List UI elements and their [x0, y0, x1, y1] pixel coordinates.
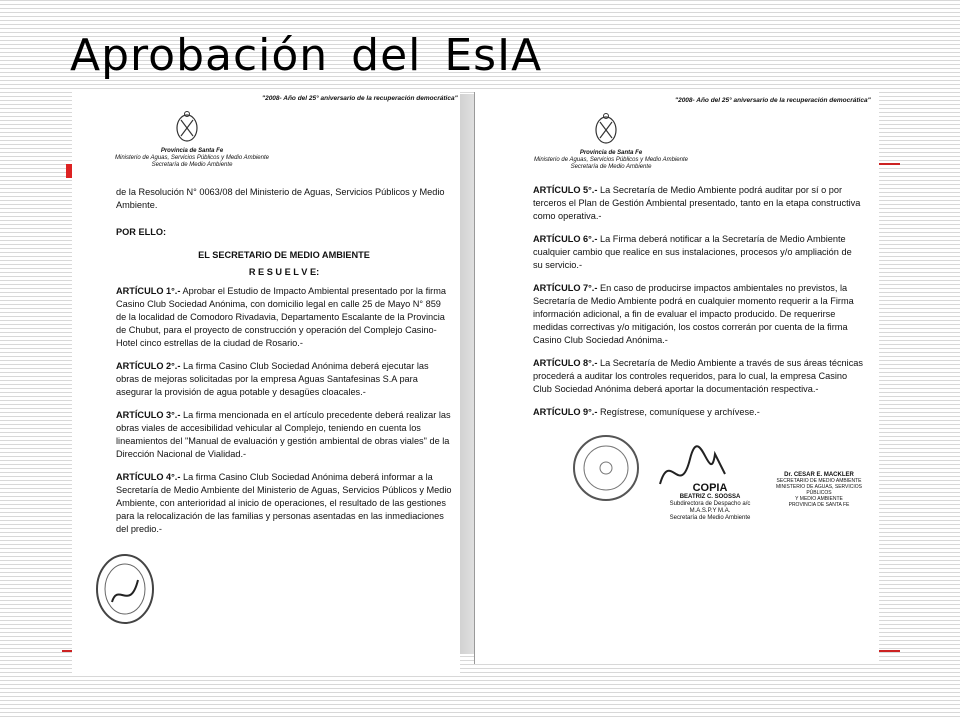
intro-text: de la Resolución N° 0063/08 del Ministerio de Aguas, Servicios Públicos y Medio Ambiente.: [116, 187, 445, 210]
signer-line: Y MEDIO AMBIENTE: [795, 496, 843, 502]
article-label: ARTÍCULO 6°.-: [533, 234, 598, 244]
header-line: Secretaría de Medio Ambiente: [570, 164, 652, 170]
slide-title: Aprobación del EsIA: [70, 30, 543, 81]
article-label: ARTÍCULO 3°.-: [116, 410, 181, 420]
article-text: La firma Casino Club Sociedad Anónima deberá ejecutar las obras de mejoras solicitadas por la empresa Aguas Santafesinas S.A para asegurar la provisión de agua potable y desagües cloacales.-: [116, 361, 429, 397]
article-9: [533, 406, 863, 419]
header-line: Ministerio de Aguas, Servicios Públicos y Medio Ambiente: [115, 155, 269, 161]
signer-line: SECRETARIO DE MEDIO AMBIENTE: [776, 478, 862, 484]
document-motto: "2008- Año del 25° aniversario de la recuperación democrática": [262, 95, 458, 102]
document-page-right: [474, 92, 879, 664]
official-seal-stamp: [94, 552, 156, 626]
article-4: [116, 471, 452, 536]
document-header: [531, 150, 691, 171]
article-text: La Secretaría de Medio Ambiente a través de sus áreas técnicas procederá a auditar los controles requeridos, para lo cual, la empresa Casino Club Sociedad Anónima deberá aportar la documentación respectiva.-: [533, 358, 863, 394]
article-text: Aprobar el Estudio de Impacto Ambiental presentado por la firma Casino Club Sociedad Anónima, con domicilio legal en calle 25 de Mayo N° 859 de la localidad de Comodoro Rivadavia, Departamento Escalante de la Provincia de Chubut, para el proyecto de construcción y operación del Complejo Casino-Hotel cinco estrellas de la ciudad de Rosario.-: [116, 286, 446, 348]
article-label: ARTÍCULO 7°.-: [533, 283, 598, 293]
header-line: Secretaría de Medio Ambiente: [151, 162, 233, 168]
signature-block-secretario: [771, 472, 867, 508]
article-8: [533, 357, 863, 396]
province-crest-icon: [172, 110, 202, 146]
article-label: ARTÍCULO 1°.-: [116, 286, 181, 296]
province-crest-icon: [591, 112, 621, 148]
document-body: [533, 184, 863, 419]
article-label: ARTÍCULO 8°.-: [533, 358, 598, 368]
secretario-heading: EL SECRETARIO DE MEDIO AMBIENTE: [198, 250, 370, 260]
article-5: [533, 184, 863, 223]
signer-line: Subdirectora de Despacho a/c: [669, 501, 751, 507]
article-text: Regístrese, comuníquese y archívese.-: [599, 407, 760, 417]
accent-line-right: [876, 163, 900, 165]
signer-line: Secretaría de Medio Ambiente: [669, 515, 751, 521]
copia-stamp: COPIA: [692, 482, 728, 494]
article-6: [533, 233, 863, 272]
signer-line: Dr. CESAR E. MACKLER: [784, 472, 854, 478]
article-label: ARTÍCULO 5°.-: [533, 185, 598, 195]
document-page-left: [72, 90, 460, 676]
article-3: [116, 409, 452, 461]
article-7: [533, 282, 863, 347]
header-line: Ministerio de Aguas, Servicios Públicos y Medio Ambiente: [534, 157, 688, 163]
article-2: [116, 360, 452, 399]
accent-line-bottom-right: [876, 650, 900, 652]
por-ello: POR ELLO:: [116, 227, 167, 237]
signature-block-copia: [665, 482, 755, 522]
article-label: ARTÍCULO 2°.-: [116, 361, 181, 371]
header-line: Provincia de Santa Fe: [579, 150, 643, 156]
signer-line: MINISTERIO DE AGUAS, SERVICIOS PÚBLICOS: [775, 484, 863, 496]
article-label: ARTÍCULO 4°.-: [116, 472, 181, 482]
document-body: [116, 186, 452, 536]
article-text: La Firma deberá notificar a la Secretaría de Medio Ambiente cualquier cambio que realice en sus instalaciones, procesos y/o ampliación de su servicio.-: [533, 234, 852, 270]
document-motto: "2008- Año del 25° aniversario de la recuperación democrática": [675, 97, 871, 104]
article-text: La Secretaría de Medio Ambiente podrá auditar por sí o por terceros el Plan de Gestión Ambiental presentado, tanto en la etapa constructiva como operativa.-: [533, 185, 861, 221]
article-label: ARTÍCULO 9°.-: [533, 407, 598, 417]
document-header: [112, 148, 272, 169]
article-text: En caso de producirse impactos ambientales no previstos, la Secretaría de Medio Ambiente podrá en cualquier momento requerir a la Firma información adicional, a fin de evaluar el impacto producido. De requerirse medidas correctivas y/o mitigación, los costos correrán por cuenta de la firma Casino Club Sociedad Anónima.-: [533, 283, 854, 345]
article-1: [116, 285, 452, 350]
article-text: La firma mencionada en el artículo precedente deberá realizar las obras viales de accesibilidad vehicular al Complejo, teniendo en cuenta los lineamientos del "Manual de evaluación y gestión ambiental de obras viales" de la Dirección Nacional de Vialidad.-: [116, 410, 451, 459]
official-seal-stamp: [571, 432, 641, 504]
signer-line: M.A.S.P.Y M.A.: [689, 508, 731, 514]
header-line: Provincia de Santa Fe: [160, 148, 224, 154]
article-text: La firma Casino Club Sociedad Anónima deberá informar a la Secretaría de Medio Ambiente del Ministerio de Aguas, Servicios Públicos y Medio Ambiente, con anterioridad al inicio de operaciones, el resultado de las gestiones para la relocalización de las familias y personas asentadas en las inmediaciones del predio.-: [116, 472, 452, 534]
signer-line: BEATRIZ C. SOOSSA: [679, 494, 741, 500]
signer-line: PROVINCIA DE SANTA FE: [788, 502, 850, 508]
resuelve-heading: R E S U E L V E:: [248, 267, 320, 277]
